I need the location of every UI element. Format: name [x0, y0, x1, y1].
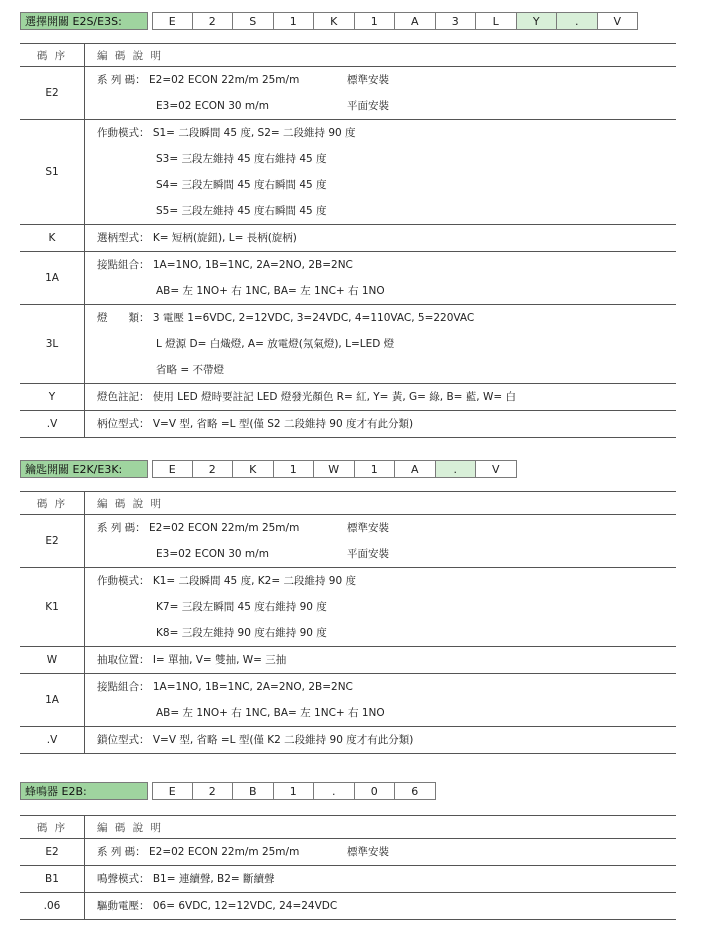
description-line [97, 384, 676, 410]
table-row [20, 411, 676, 438]
row-description [85, 727, 677, 754]
table-row [20, 727, 676, 754]
row-description [85, 568, 677, 647]
table-row [20, 67, 676, 120]
description-text: S4= 三段左瞬間 45 度右瞬間 45 度 [156, 179, 327, 191]
code-cell: V [598, 12, 639, 30]
row-code: Y [20, 384, 85, 411]
row-description [85, 866, 677, 893]
row-description [85, 515, 677, 568]
description-text: S5= 三段左維持 45 度右瞬間 45 度 [156, 205, 327, 217]
description-line [97, 172, 676, 198]
row-code: .V [20, 411, 85, 438]
code-cell: K [233, 460, 274, 478]
row-description [85, 893, 677, 920]
description-line [97, 331, 676, 357]
description-text: AB= 左 1NO+ 右 1NC, BA= 左 1NC+ 右 1NO [156, 285, 385, 297]
row-code: 1A [20, 674, 85, 727]
table-row [20, 568, 676, 647]
section-title: 鑰匙開關 E2K/E3K: [20, 460, 148, 478]
header-code-column: 碼 序 [20, 44, 85, 67]
description-text: 抽取位置： I= 單抽, V= 雙抽, W= 三抽 [97, 654, 287, 666]
install-note: 平面安裝 [347, 548, 389, 560]
code-cell: A [395, 12, 436, 30]
description-line [97, 893, 676, 919]
description-line [97, 67, 676, 93]
row-description [85, 120, 677, 225]
description-text: E3=02 ECON 30 m/m [156, 548, 269, 560]
description-text: K8= 三段左維持 90 度右維持 90 度 [156, 627, 327, 639]
code-cell: 1 [274, 460, 315, 478]
description-line [97, 357, 676, 383]
table-header-row [20, 816, 676, 839]
description-line [97, 647, 676, 673]
code-cell: 1 [355, 460, 396, 478]
section-title: 選擇開關 E2S/E3S: [20, 12, 148, 30]
code-strip [152, 782, 436, 800]
header-description-column: 編 碼 說 明 [85, 816, 677, 839]
table-row [20, 893, 676, 920]
description-line [97, 411, 676, 437]
spec-table [20, 43, 676, 438]
description-text: 系 列 碼： E2=02 ECON 22m/m 25m/m [97, 522, 300, 534]
description-line [97, 700, 676, 726]
header-code-column: 碼 序 [20, 816, 85, 839]
code-cell: K [314, 12, 355, 30]
row-description [85, 647, 677, 674]
code-cell: 0 [355, 782, 396, 800]
install-note: 標準安裝 [347, 74, 389, 86]
description-line [97, 198, 676, 224]
row-code: S1 [20, 120, 85, 225]
code-cell: L [476, 12, 517, 30]
row-code: E2 [20, 515, 85, 568]
description-line [97, 839, 676, 865]
code-cell: S [233, 12, 274, 30]
row-code: E2 [20, 839, 85, 866]
row-code: .V [20, 727, 85, 754]
description-line [97, 278, 676, 304]
header-description-column: 編 碼 說 明 [85, 492, 677, 515]
description-line [97, 252, 676, 278]
table-header-row [20, 44, 676, 67]
code-strip [152, 12, 638, 30]
description-line [97, 594, 676, 620]
row-description [85, 384, 677, 411]
description-text: 系 列 碼： E2=02 ECON 22m/m 25m/m [97, 74, 300, 86]
description-text: 作動模式： S1= 二段瞬間 45 度, S2= 二段維持 90 度 [97, 127, 356, 139]
row-description [85, 839, 677, 866]
table-row [20, 384, 676, 411]
code-cell: E [152, 460, 193, 478]
row-description [85, 252, 677, 305]
table-row [20, 647, 676, 674]
code-cell: 3 [436, 12, 477, 30]
row-code: W [20, 647, 85, 674]
table-row [20, 839, 676, 866]
section-title: 蜂鳴器 E2B: [20, 782, 148, 800]
description-line [97, 515, 676, 541]
header-code-column: 碼 序 [20, 492, 85, 515]
description-line [97, 120, 676, 146]
table-row [20, 252, 676, 305]
description-text: 燈色註記： 使用 LED 燈時要註記 LED 燈發光顏色 R= 紅, Y= 黃, G= 綠, B= 藍, W= 白 [97, 391, 516, 403]
description-text: K7= 三段左瞬間 45 度右維持 90 度 [156, 601, 327, 613]
header-description-column: 編 碼 說 明 [85, 44, 677, 67]
code-cell: W [314, 460, 355, 478]
description-text: AB= 左 1NO+ 右 1NC, BA= 左 1NC+ 右 1NO [156, 707, 385, 719]
code-cell: . [314, 782, 355, 800]
description-text: 燈 類： 3 電壓 1=6VDC, 2=12VDC, 3=24VDC, 4=110VAC, 5=220VAC [97, 312, 475, 324]
code-cell: 6 [395, 782, 436, 800]
description-line [97, 674, 676, 700]
description-text: 柄位型式： V=V 型, 省略 =L 型(僅 S2 二段維持 90 度才有此分類) [97, 418, 414, 430]
description-line [97, 866, 676, 892]
table-row [20, 305, 676, 384]
code-cell: . [557, 12, 598, 30]
code-cell: 1 [355, 12, 396, 30]
description-text: E3=02 ECON 30 m/m [156, 100, 269, 112]
code-cell: 1 [274, 12, 315, 30]
description-text: 選柄型式： K= 短柄(旋鈕), L= 長柄(旋柄) [97, 232, 297, 244]
code-cell: E [152, 782, 193, 800]
code-cell: V [476, 460, 517, 478]
description-text: 接點組合： 1A=1NO, 1B=1NC, 2A=2NO, 2B=2NC [97, 681, 353, 693]
description-text: 驅動電壓： 06= 6VDC, 12=12VDC, 24=24VDC [97, 900, 338, 912]
code-strip [152, 460, 517, 478]
row-code: K [20, 225, 85, 252]
table-row [20, 515, 676, 568]
description-line [97, 93, 676, 119]
description-text: 鎖位型式： V=V 型, 省略 =L 型(僅 K2 二段維持 90 度才有此分類) [97, 734, 414, 746]
description-line [97, 727, 676, 753]
table-row [20, 225, 676, 252]
row-code: .06 [20, 893, 85, 920]
description-line [97, 146, 676, 172]
description-line [97, 305, 676, 331]
description-text: 省略 = 不帶燈 [156, 364, 224, 376]
row-description [85, 225, 677, 252]
install-note: 標準安裝 [347, 846, 389, 858]
code-cell: E [152, 12, 193, 30]
install-note: 標準安裝 [347, 522, 389, 534]
code-cell: A [395, 460, 436, 478]
code-cell: . [436, 460, 477, 478]
row-code: B1 [20, 866, 85, 893]
table-row [20, 120, 676, 225]
description-text: 作動模式： K1= 二段瞬間 45 度, K2= 二段維持 90 度 [97, 575, 356, 587]
description-text: S3= 三段左維持 45 度右維持 45 度 [156, 153, 327, 165]
row-code: E2 [20, 67, 85, 120]
row-code: K1 [20, 568, 85, 647]
row-description [85, 674, 677, 727]
description-text: 接點組合： 1A=1NO, 1B=1NC, 2A=2NO, 2B=2NC [97, 259, 353, 271]
description-text: 系 列 碼： E2=02 ECON 22m/m 25m/m [97, 846, 300, 858]
row-description [85, 411, 677, 438]
description-line [97, 568, 676, 594]
description-text: L 燈源 D= 白熾燈, A= 放電燈(氖氣燈), L=LED 燈 [156, 338, 395, 350]
table-header-row [20, 492, 676, 515]
code-cell: Y [517, 12, 558, 30]
description-line [97, 541, 676, 567]
code-cell: 2 [193, 12, 234, 30]
table-row [20, 674, 676, 727]
row-code: 3L [20, 305, 85, 384]
spec-table [20, 491, 676, 754]
code-cell: 1 [274, 782, 315, 800]
code-cell: B [233, 782, 274, 800]
description-text: 鳴聲模式： B1= 連續聲, B2= 斷續聲 [97, 873, 275, 885]
code-cell: 2 [193, 460, 234, 478]
row-code: 1A [20, 252, 85, 305]
description-line [97, 620, 676, 646]
install-note: 平面安裝 [347, 100, 389, 112]
code-cell: 2 [193, 782, 234, 800]
description-line [97, 225, 676, 251]
spec-table [20, 815, 676, 920]
row-description [85, 67, 677, 120]
table-row [20, 866, 676, 893]
row-description [85, 305, 677, 384]
